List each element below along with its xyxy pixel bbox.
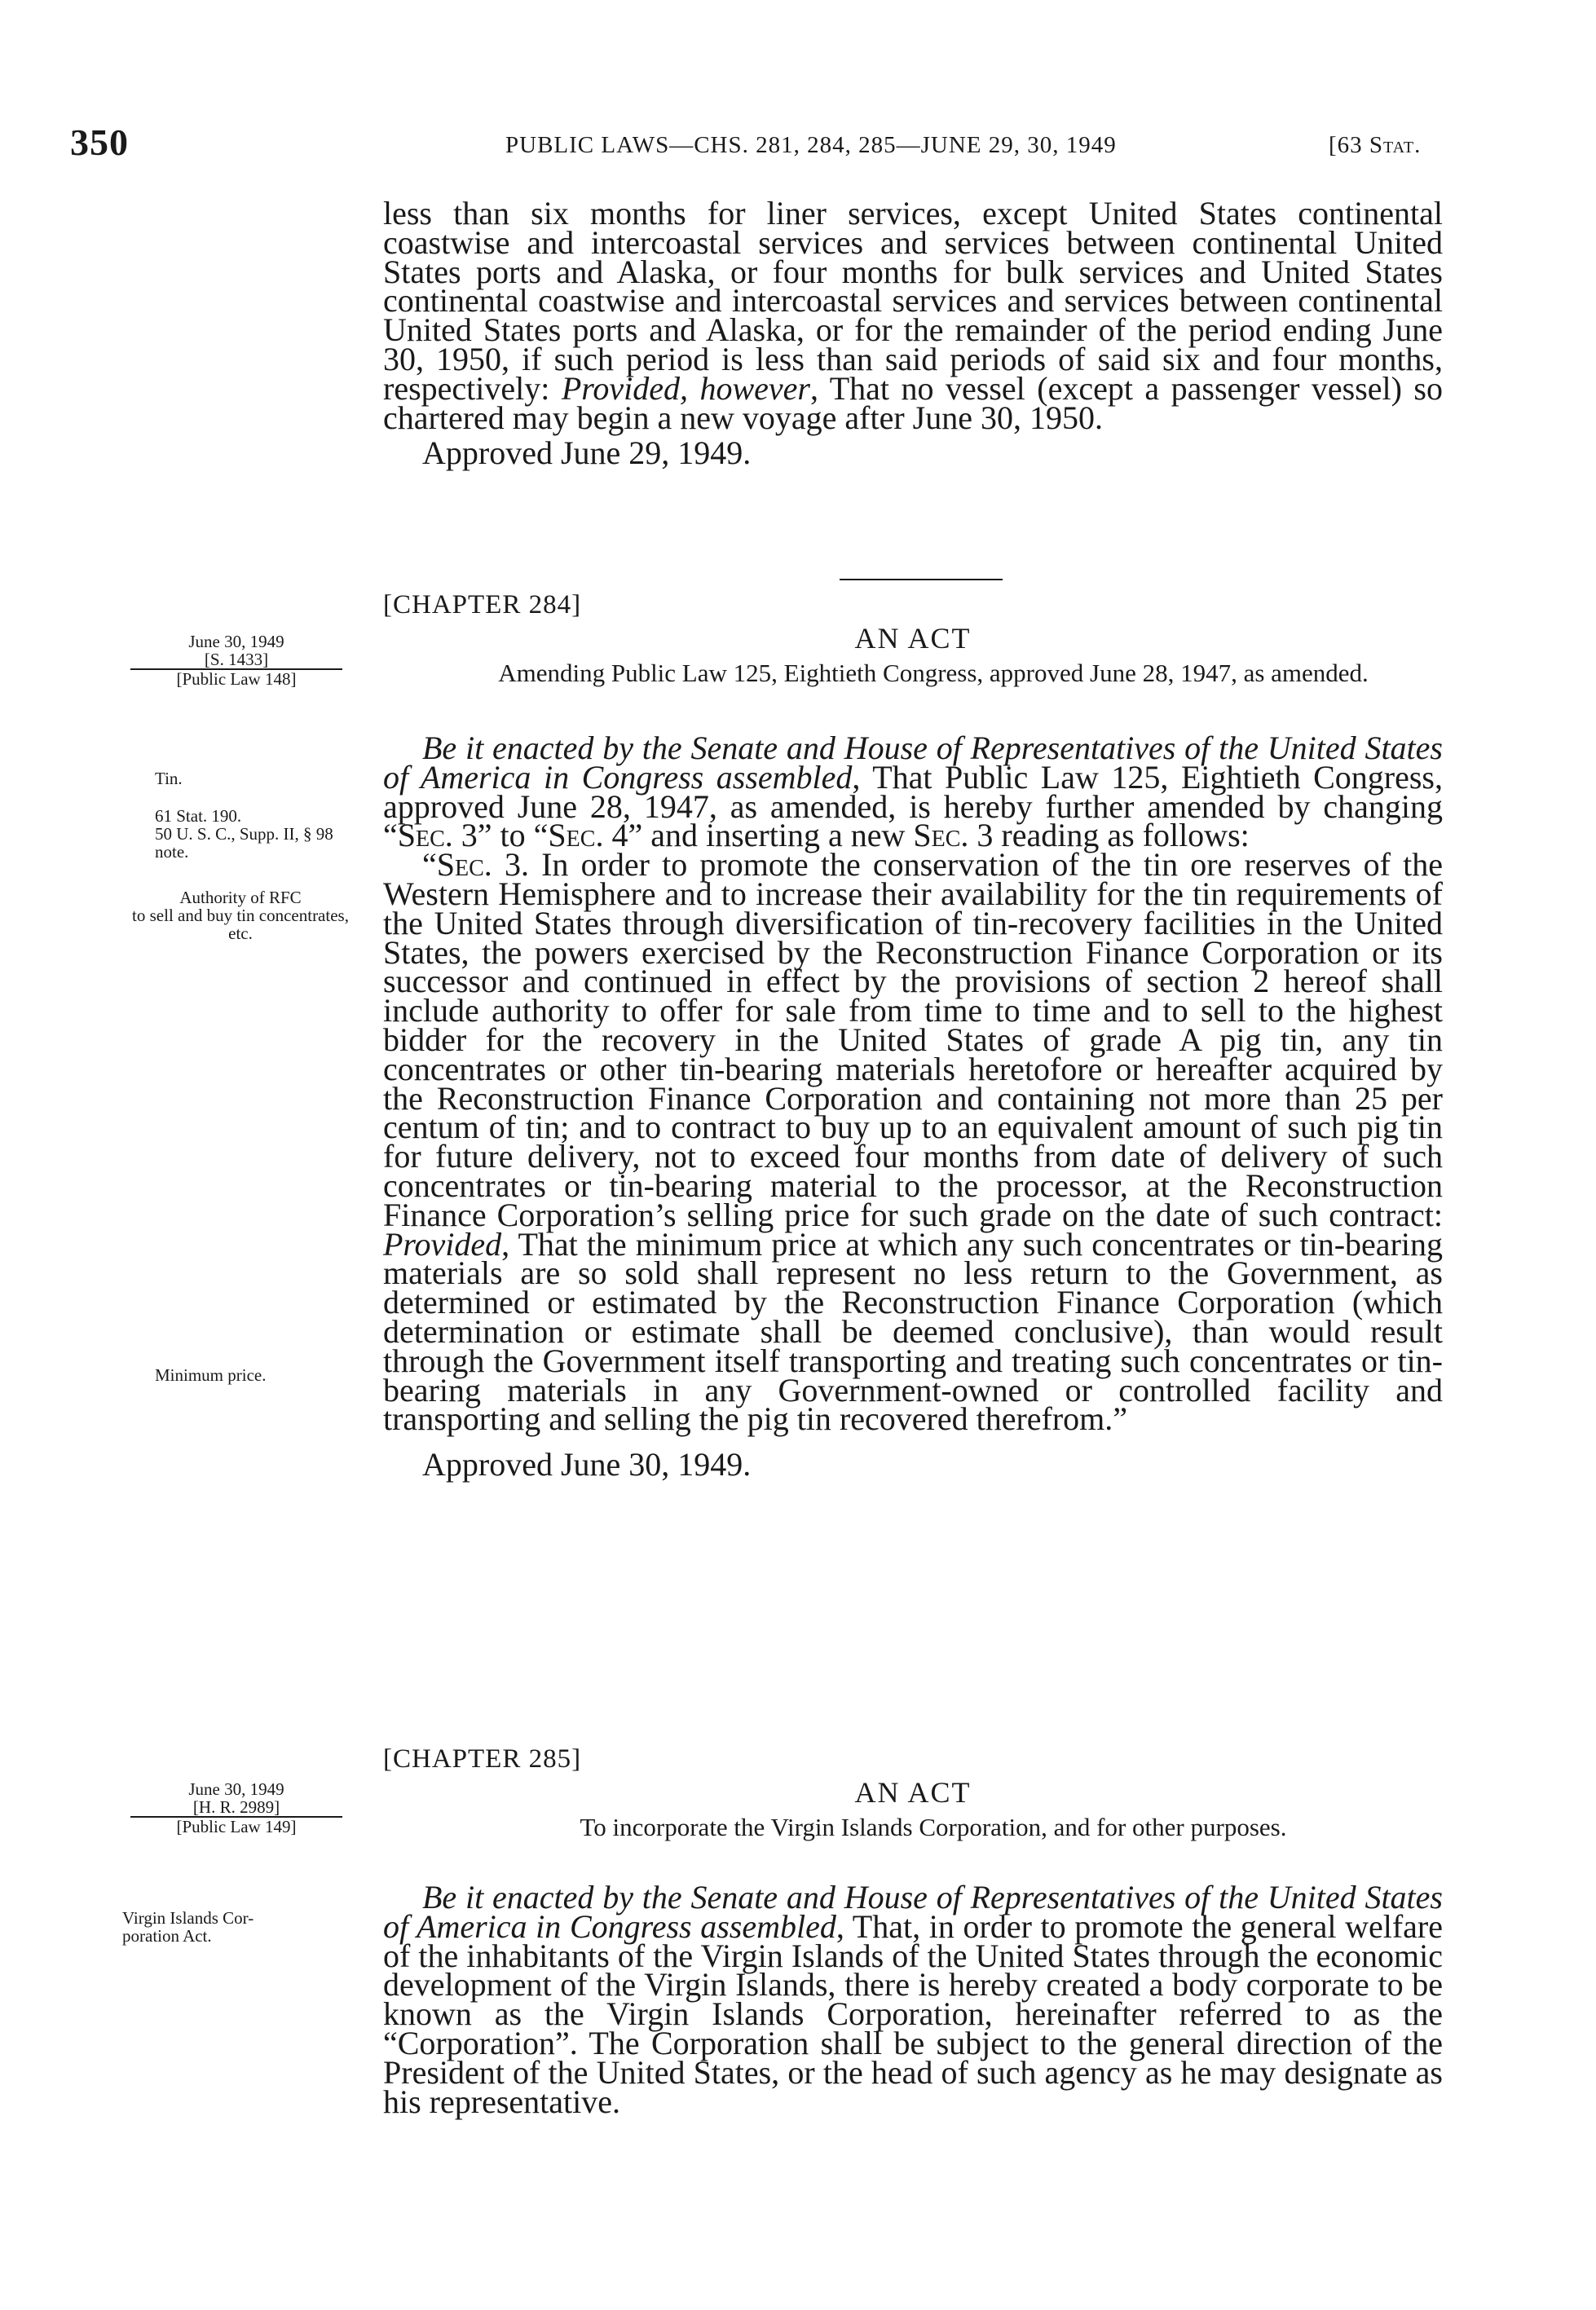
chapter-285-heading: [CHAPTER 285] <box>383 1744 582 1774</box>
stat-ref-abbrev: Stat. <box>1369 132 1422 158</box>
side-law-284: [Public Law 148] <box>130 668 342 688</box>
side-date-285: June 30, 1949 <box>188 1779 284 1799</box>
chapter-284-summary: Amending Public Law 125, Eightieth Congress, approved June 28, 1947, as amended. <box>498 659 1369 687</box>
side-date-284: June 30, 1949 <box>188 632 284 651</box>
chapter-284-sidenote-header <box>130 633 342 688</box>
side-law-285: [Public Law 149] <box>130 1816 342 1836</box>
continuation-tail: , That no vessel (except a passenger vessel) so chartered may begin a new voyage after June 30, 1950. <box>383 369 1443 436</box>
statutes-reference <box>1329 132 1421 159</box>
approved-date-284: Approved June 30, 1949. <box>422 1446 752 1483</box>
side-authority-line-1: Authority of RFC <box>179 888 302 907</box>
chapter-284-heading: [CHAPTER 284] <box>383 590 582 619</box>
continuation-section <box>383 195 1443 472</box>
sec3-label: Sec. <box>436 846 492 884</box>
sec3-body-2: , That the minimum price at which any such concentrates or tin-bearing materials are so sold shall represent no less return to the Government, as determined or estimated by the Reconstruction Finance Corporation (which determination or estimate shall be deemed conclusive), than would result through the Government itself transporting and treating such concentrates or tin-bearing materials in any Government-owned or controlled facility and transporting and selling the pig tin recovered therefrom.” <box>383 1225 1443 1438</box>
enact-284-part-4: 3 reading as follows: <box>968 817 1250 854</box>
side-bill-285: [H. R. 2989] <box>192 1797 280 1817</box>
page-number: 350 <box>70 121 129 163</box>
enacting-formula-284: Be it enacted by the Senate and House of Representatives of the United States of America in Congress assembled <box>383 730 1443 796</box>
section-divider-1 <box>840 579 1003 580</box>
enact-284-part-1: , That Public Law 125, Eightieth Congress, approved June 28, 1947, as amended, is hereby further amended by changing “ <box>383 758 1443 854</box>
side-note-virgin-islands <box>122 1909 359 1945</box>
enact-285-rest: , That, in order to promote the general welfare of the inhabitants of the Virgin Islands of the United States through the economic development of the Virgin Islands, there is hereby created a body corporate to be known as the Virgin Islands Corporation, hereinafter referred to as the “Corporation”. The Corporation shall be subject to the general direction of the President of the United States, or the head of such agency as he may designate as his representative. <box>383 1907 1443 2120</box>
side-stat-citation: 61 Stat. 190. <box>155 806 242 826</box>
enacting-formula-285: Be it enacted by the Senate and House of Representatives of the United States of America in Congress assembled <box>383 1879 1443 1945</box>
side-note-citations <box>155 807 351 861</box>
side-note-minimum-price: Minimum price. <box>155 1365 267 1385</box>
sec-word-1: Sec. <box>397 817 453 854</box>
enacting-clause-284 <box>383 730 1443 854</box>
side-note-authority-rfc <box>122 888 359 942</box>
sec-word-2: Sec. <box>548 817 604 854</box>
continuation-text: less than six months for liner services, except United States continental coastwise and intercoastal services and services between continental United States ports and Alaska, or four months for bulk services and United States continental coastwise and intercoastal services and services between continental United States ports and Alaska, or for the remainder of the period ending June 30, 1950, if such period is less than said periods of said six and four months, respectively: <box>383 195 1443 407</box>
enacting-clause-285 <box>383 1879 1443 2120</box>
sec-word-3: Sec. <box>913 817 969 854</box>
sec3-open-quote: “ <box>422 846 437 884</box>
stat-ref-prefix: [63 <box>1329 132 1369 158</box>
chapter-285-body <box>383 1879 1443 2120</box>
chapter-284-body <box>383 730 1443 1483</box>
enact-284-part-3: 4” and inserting a new <box>603 817 914 854</box>
side-vi-line-2: poration Act. <box>122 1926 212 1946</box>
side-note-tin: Tin. <box>155 769 183 788</box>
provided-however: Provided, however <box>561 369 810 407</box>
chapter-285-act-label: AN ACT <box>854 1776 972 1809</box>
enact-284-part-2: 3” to “ <box>452 817 549 854</box>
sec3-provided: Provided <box>383 1225 502 1263</box>
side-bill-284: [S. 1433] <box>204 650 269 669</box>
side-authority-line-2: to sell and buy tin concentrates, etc. <box>132 906 349 943</box>
side-vi-line-1: Virgin Islands Cor- <box>122 1908 254 1928</box>
running-header <box>0 121 1596 170</box>
section-3-paragraph <box>383 846 1443 1438</box>
approved-date-281: Approved June 29, 1949. <box>422 434 752 472</box>
chapter-284-act-label: AN ACT <box>854 622 972 655</box>
continuation-paragraph <box>383 195 1443 436</box>
running-head-title: PUBLIC LAWS—CHS. 281, 284, 285—JUNE 29, 30, 1949 <box>505 132 1117 158</box>
side-usc-citation: 50 U. S. C., Supp. II, § 98 note. <box>155 824 333 862</box>
chapter-285-summary: To incorporate the Virgin Islands Corporation, and for other purposes. <box>580 1813 1287 1841</box>
sec3-body-1: 3. In order to promote the conservation of the tin ore reserves of the Western Hemisphere and to increase their availability for the tin requirements of the United States through diversification of tin-recovery facilities in the United States, the powers exercised by the Reconstruction Finance Corporation or its successor and continued in effect by the provisions of section 2 hereof shall include authority to offer for sale from time to time and to sell to the highest bidder for the recovery in the United States of grade A pig tin, any tin concentrates or other tin-bearing materials heretofore or hereafter acquired by the Reconstruction Finance Corporation and containing not more than 25 per centum of tin; and to contract to buy up to an equivalent amount of such pig tin for future delivery, not to exceed four months from date of delivery of such concentrates or tin-bearing material to the processor, at the Reconstruction Finance Corporation’s selling price for such grade on the date of such contract: <box>383 846 1443 1233</box>
chapter-285-sidenote-header <box>130 1780 342 1836</box>
